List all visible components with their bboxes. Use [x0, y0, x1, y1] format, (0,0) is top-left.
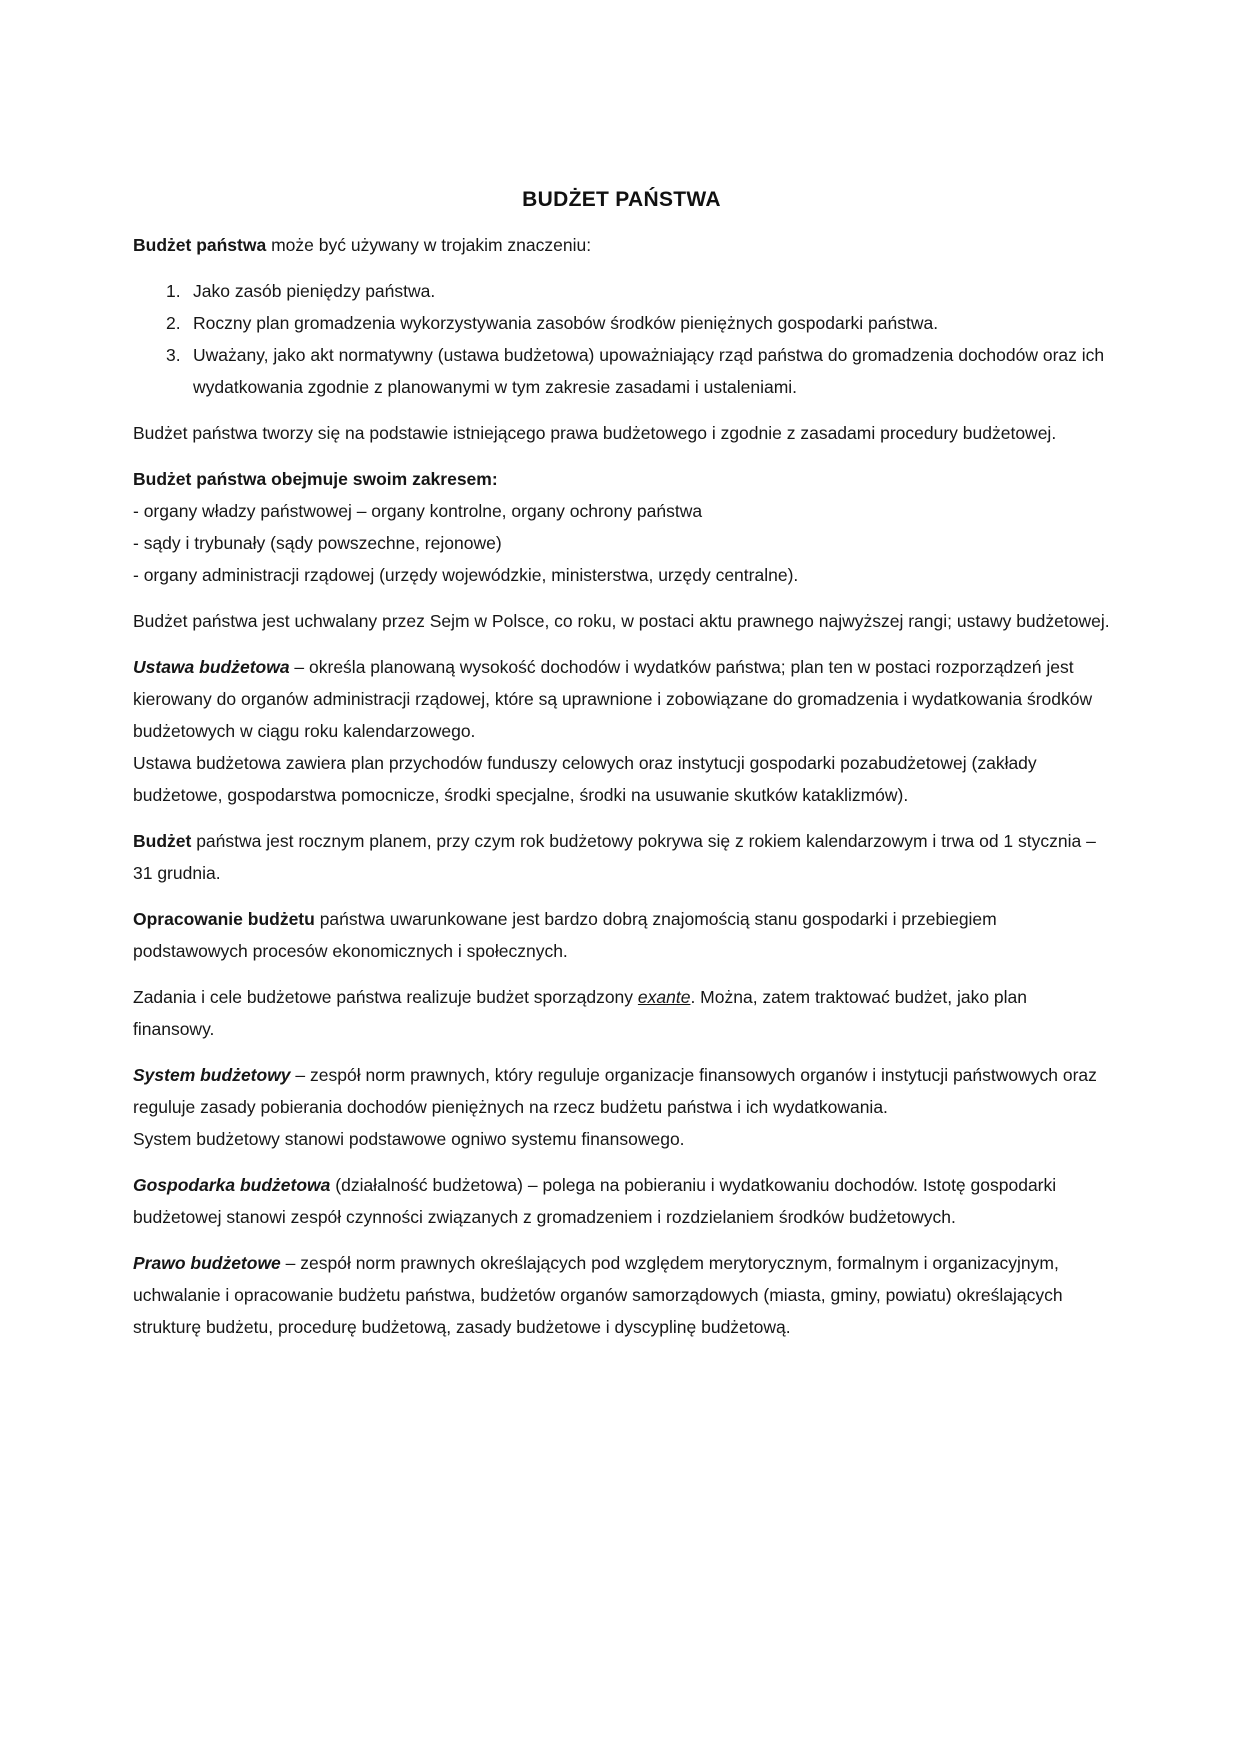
paragraph-rok-budzetowy	[133, 825, 1110, 889]
term-gospodarka-budzetowa: Gospodarka budżetowa	[133, 1175, 331, 1195]
zadania-text-post: . Można, zatem traktować budżet, jako plan finansowy.	[133, 987, 1028, 1039]
rok-bold-lead: Budżet	[133, 831, 192, 851]
meanings-list	[133, 275, 1110, 403]
intro-bold-lead: Budżet państwa	[133, 235, 267, 255]
system-line2: System budżetowy stanowi podstawowe ogniwo systemu finansowego.	[133, 1129, 685, 1149]
zakres-heading: Budżet państwa obejmuje swoim zakresem:	[133, 469, 498, 489]
intro-text: może być używany w trojakim znaczeniu:	[266, 235, 592, 255]
list-item-text: Roczny plan gromadzenia wykorzystywania zasobów środków pieniężnych gospodarki państwa.	[193, 313, 939, 333]
ustawa-definition-text: – określa planowaną wysokość dochodów i wydatków państwa; plan ten w postaci rozporządzeń jest kierowany do organów administracji rządowej, które są uprawnione i zobowiązane do gromadzenia i wydatkowania środków budżetowych w ciągu roku kalendarzowego.	[133, 657, 1093, 741]
intro-paragraph	[133, 229, 1110, 261]
section-gospodarka-budzetowa	[133, 1169, 1110, 1233]
list-item-number: 3.	[166, 345, 181, 365]
zakres-item: - organy władzy państwowej – organy kontrolne, organy ochrony państwa	[133, 501, 703, 521]
page-title: BUDŻET PAŃSTWA	[522, 188, 721, 211]
term-prawo-budzetowe: Prawo budżetowe	[133, 1253, 281, 1273]
section-system-budzetowy	[133, 1059, 1110, 1155]
rok-text: państwa jest rocznym planem, przy czym rok budżetowy pokrywa się z rokiem kalendarzowym i trwa od 1 stycznia – 31 grudnia.	[133, 831, 1096, 883]
list-item	[166, 275, 1110, 307]
ustawa-definition	[133, 651, 1110, 747]
system-definition-text: – zespół norm prawnych, który reguluje organizacje finansowych organów i instytucji państwowych oraz reguluje zasady pobierania dochodów pieniężnych na rzecz budżetu państwa i ich wydatkowania.	[133, 1065, 1097, 1117]
list-item-number: 2.	[166, 313, 181, 333]
list-item-text: Uważany, jako akt normatywny (ustawa budżetowa) upoważniający rząd państwa do gromadzenia dochodów oraz ich wydatkowania zgodnie z planowanymi w tym zakresie zasadami i ustaleniami.	[193, 345, 1105, 397]
zadania-text-pre: Zadania i cele budżetowe państwa realizuje budżet sporządzony	[133, 987, 638, 1007]
ustawa-line2: Ustawa budżetowa zawiera plan przychodów funduszy celowych oraz instytucji gospodarki pozabudżetowej (zakłady budżetowe, gospodarstwa pomocnicze, środki specjalne, środki na usuwanie skutków kataklizmów).	[133, 753, 1037, 805]
paragraph-zadania	[133, 981, 1110, 1045]
list-item	[166, 339, 1110, 403]
section-ustawa-budzetowa	[133, 651, 1110, 811]
list-item-text: Jako zasób pieniędzy państwa.	[193, 281, 436, 301]
opracowanie-bold-lead: Opracowanie budżetu	[133, 909, 315, 929]
zakres-item: - sądy i trybunały (sądy powszechne, rejonowe)	[133, 533, 502, 553]
paragraph-sejm: Budżet państwa jest uchwalany przez Sejm w Polsce, co roku, w postaci aktu prawnego najwyższej rangi; ustawy budżetowej.	[133, 611, 1110, 631]
term-system-budzetowy: System budżetowy	[133, 1065, 291, 1085]
term-exante: exante	[637, 987, 691, 1007]
paragraph-tworzy: Budżet państwa tworzy się na podstawie istniejącego prawa budżetowego i zgodnie z zasadami procedury budżetowej.	[133, 423, 1057, 443]
list-item-number: 1.	[166, 281, 181, 301]
gospodarka-definition-text: (działalność budżetowa) – polega na pobieraniu i wydatkowaniu dochodów. Istotę gospodarki budżetowej stanowi zespół czynności związanych z gromadzeniem i rozdzielaniem środków budżetowych.	[133, 1175, 1057, 1227]
opracowanie-text: państwa uwarunkowane jest bardzo dobrą znajomością stanu gospodarki i przebiegiem podstawowych procesów ekonomicznych i społecznych.	[133, 909, 997, 961]
section-zakres	[133, 463, 1110, 591]
paragraph-opracowanie	[133, 903, 1110, 967]
prawo-definition-text: – zespół norm prawnych określających pod względem merytorycznym, formalnym i organizacyjnym, uchwalanie i opracowanie budżetu państwa, budżetów organów samorządowych (miasta, gminy, powiatu) określających strukturę budżetu, procedurę budżetową, zasady budżetowe i dyscyplinę budżetową.	[133, 1253, 1063, 1337]
list-item	[166, 307, 1110, 339]
section-prawo-budzetowe	[133, 1247, 1110, 1343]
zakres-item: - organy administracji rządowej (urzędy wojewódzkie, ministerstwa, urzędy centralne).	[133, 565, 799, 585]
term-ustawa-budzetowa: Ustawa budżetowa	[133, 657, 290, 677]
system-definition	[133, 1059, 1110, 1123]
